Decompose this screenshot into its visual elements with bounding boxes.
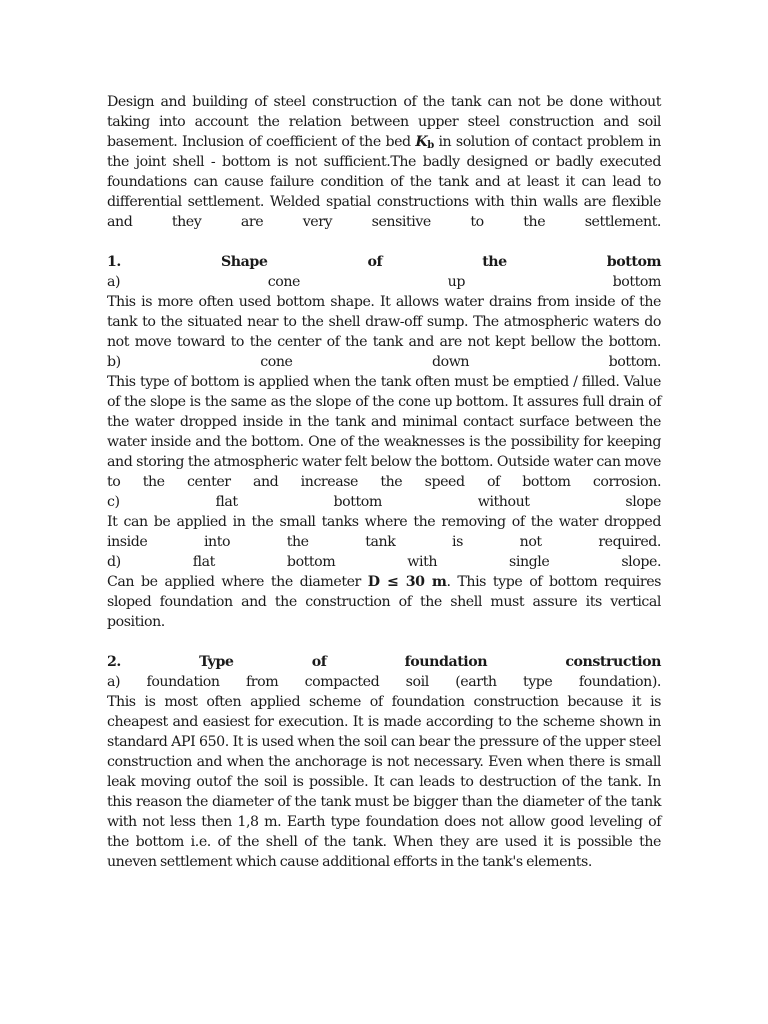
text-line: taking into account the relation between upper steel construction and soil: [107, 114, 661, 130]
text-line: the water dropped inside in the tank and minimal contact surface between the: [107, 414, 661, 430]
kb-symbol: $K_b$: [415, 134, 434, 151]
text-fragment: basement. Inclusion of coefficient of the bed: [107, 134, 416, 150]
text-line: inside into the tank is not required.: [107, 534, 661, 550]
text-line-with-symbol: [107, 132, 661, 152]
section-1: [107, 252, 661, 632]
text-line: leak moving outof the soil is possible. It can leads to destruction of the tank. In: [107, 774, 661, 790]
text-line: standard API 650. It is used when the soil can bear the pressure of the upper steel: [107, 734, 661, 750]
text-line: This type of bottom is applied when the tank often must be emptied / filled. Value: [107, 374, 661, 390]
document-page: [107, 92, 661, 872]
item-d-title: d) flat bottom with single slope.: [107, 554, 661, 570]
text-line: tank to the situated near to the shell draw-off sump. The atmospheric waters do: [107, 314, 661, 330]
text-line: and they are very sensitive to the settlement.: [107, 214, 661, 230]
section-2-heading: 2. Type of foundation construction: [107, 654, 662, 670]
text-line: water inside and the bottom. One of the weaknesses is the possibility for keeping: [107, 434, 661, 450]
text-line: the joint shell - bottom is not sufficient.The badly designed or badly executed: [107, 154, 661, 170]
text-line: the bottom i.e. of the shell of the tank. When they are used it is possible the: [107, 834, 661, 850]
text-line: This is more often used bottom shape. It allows water drains from inside of the: [107, 294, 661, 310]
text-line: construction and when the anchorage is not necessary. Even when there is small: [107, 754, 661, 770]
item-b-title: b) cone down bottom.: [107, 354, 661, 370]
text-line: differential settlement. Welded spatial constructions with thin walls are flexible: [107, 194, 661, 210]
text-line: and storing the atmospheric water felt below the bottom. Outside water can move: [107, 454, 661, 470]
section-2: [107, 652, 661, 872]
text-line-with-formula: Can be applied where the diameter D ≤ 30 m. This type of bottom requires: [107, 574, 661, 590]
text-fragment: in solution of contact problem in: [438, 134, 661, 150]
text-line: foundations can cause failure condition of the tank and at least it can lead to: [107, 174, 661, 190]
text-line: It can be applied in the small tanks where the removing of the water dropped: [107, 514, 661, 530]
item-a-title: a) cone up bottom: [107, 274, 661, 290]
section-1-heading: 1. Shape of the bottom: [107, 254, 662, 270]
text-line: position.: [107, 614, 165, 630]
item-c-title: c) flat bottom without slope: [107, 494, 661, 510]
spacer: [107, 632, 661, 652]
text-line: of the slope is the same as the slope of the cone up bottom. It assures full drain of: [107, 394, 661, 410]
text-line: cheapest and easiest for execution. It is made according to the scheme shown in: [107, 714, 661, 730]
text-line: to the center and increase the speed of bottom corrosion.: [107, 474, 661, 490]
text-line: Design and building of steel construction of the tank can not be done without: [107, 94, 661, 110]
text-line: sloped foundation and the construction of the shell must assure its vertical: [107, 594, 661, 610]
intro-paragraph: [107, 92, 661, 232]
text-line: this reason the diameter of the tank must be bigger than the diameter of the tank: [107, 794, 661, 810]
text-line: This is most often applied scheme of foundation construction because it is: [107, 694, 661, 710]
text-line: uneven settlement which cause additional efforts in the tank's elements.: [107, 854, 592, 870]
text-line: not move toward to the center of the tank and are not kept bellow the bottom.: [107, 334, 661, 350]
text-line: with not less then 1,8 m. Earth type foundation does not allow good leveling of: [107, 814, 661, 830]
spacer: [107, 232, 661, 252]
item-a-title: a) foundation from compacted soil (earth type foundation).: [107, 674, 661, 690]
diameter-formula: D ≤ 30 m: [367, 574, 447, 590]
